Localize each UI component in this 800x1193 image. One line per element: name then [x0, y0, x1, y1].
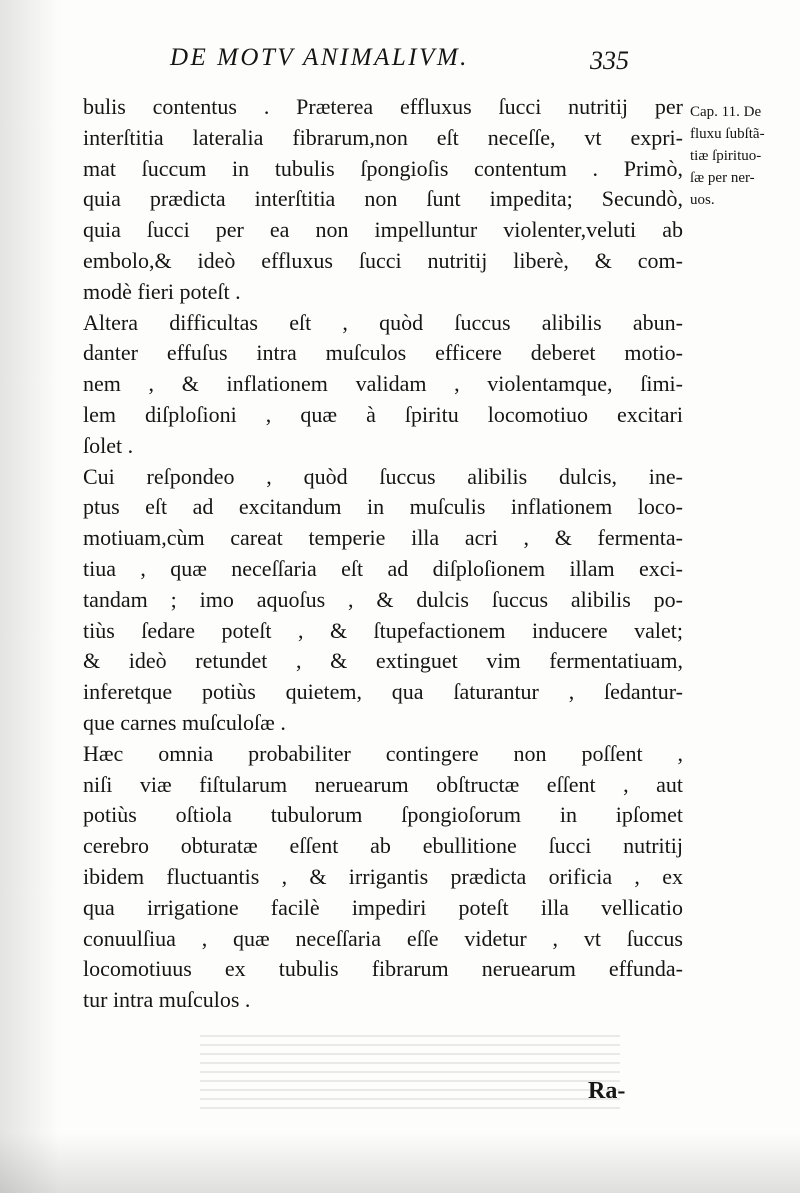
- text-line: quia ſucci per ea non impelluntur violenter,veluti ab: [83, 217, 683, 243]
- text-line: tur intra muſculos .: [83, 987, 251, 1013]
- page-header: [150, 38, 670, 86]
- margin-note-line: Cap. 11. De: [690, 104, 762, 120]
- page-edge-shadow: [0, 0, 60, 1193]
- text-line: embolo,& ideò effluxus ſucci nutritij liberè, & com-: [83, 247, 683, 273]
- page-number: 335: [590, 46, 629, 75]
- text-line: lem diſploſioni , quæ à ſpiritu locomotiuo excitari: [83, 401, 683, 427]
- text-line: conuulſiua , quæ neceſſaria eſſe videtur , vt ſuccus: [83, 925, 683, 951]
- page-bottom-shadow: [0, 1133, 800, 1193]
- text-line: tandam ; imo aquoſus , & dulcis ſuccus alibilis po-: [83, 586, 683, 612]
- margin-note-line: tiæ ſpirituo-: [690, 148, 762, 164]
- text-line: interſtitia lateralia fibrarum,non eſt neceſſe, vt expri-: [83, 124, 683, 150]
- margin-note: [690, 101, 800, 211]
- text-line: & ideò retundet , & extinguet vim fermentatiuam,: [83, 648, 683, 674]
- text-line: nem , & inflationem validam , violentamque, ſimi-: [83, 371, 683, 397]
- text-line: Hæc omnia probabiliter contingere non poſſent ,: [83, 740, 683, 766]
- text-line: tiùs ſedare poteſt , & ſtupefactionem inducere valet;: [83, 617, 683, 643]
- text-line: niſi viæ fiſtularum neruearum obſtructæ eſſent , aut: [83, 771, 683, 797]
- text-line: modè fieri poteſt .: [83, 278, 241, 304]
- margin-note-line: ſæ per ner-: [690, 170, 755, 186]
- margin-note-line: uos.: [690, 192, 715, 208]
- text-line: que carnes muſculoſæ .: [83, 709, 286, 735]
- text-line: ptus eſt ad excitandum in muſculis inflationem loco-: [83, 494, 683, 520]
- text-line: Altera difficultas eſt , quòd ſuccus alibilis abun-: [83, 309, 683, 335]
- text-line: inferetque potiùs quietem, qua ſaturantur , ſedantur-: [83, 679, 683, 705]
- text-line: mat ſuccum in tubulis ſpongioſis contentum . Primò,: [83, 155, 683, 181]
- text-line: cerebro obturatæ eſſent ab ebullitione ſucci nutritij: [83, 833, 683, 859]
- text-line: locomotiuus ex tubulis fibrarum neruearum effunda-: [83, 956, 683, 982]
- text-line: tiua , quæ neceſſaria eſt ad diſploſionem illam exci-: [83, 555, 683, 581]
- catchword: Ra-: [588, 1078, 626, 1104]
- text-line: Cui reſpondeo , quòd ſuccus alibilis dulcis, ine-: [83, 463, 683, 489]
- text-line: potiùs oſtiola tubulorum ſpongioſorum in ipſomet: [83, 802, 683, 828]
- text-line: ſolet .: [83, 432, 134, 458]
- text-line: danter effuſus intra muſculos efficere deberet motio-: [83, 340, 683, 366]
- text-line: qua irrigatione facilè impediri poteſt illa vellicatio: [83, 894, 683, 920]
- text-line: bulis contentus . Præterea effluxus ſucci nutritij per: [83, 94, 683, 119]
- running-title: DE MOTV ANIMALIVM.: [170, 44, 469, 71]
- body-text: [83, 92, 683, 1032]
- text-line: ibidem fluctuantis , & irrigantis prædicta orificia , ex: [83, 863, 683, 889]
- margin-note-line: fluxu ſubſtã-: [690, 126, 765, 142]
- show-through-bleed: [200, 1035, 620, 1115]
- text-line: quia prædicta interſtitia non ſunt impedita; Secundò,: [83, 186, 683, 212]
- text-line: motiuam,cùm careat temperie illa acri , & fermenta-: [83, 525, 683, 551]
